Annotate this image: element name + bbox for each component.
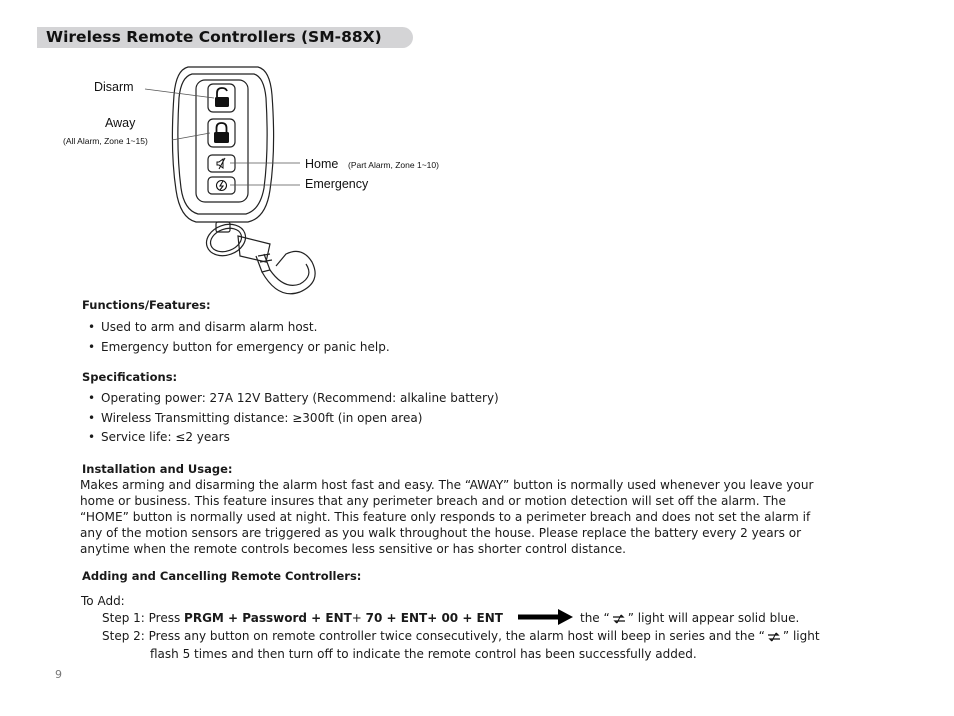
- step-1-keys-a: PRGM + Password + ENT: [184, 611, 352, 625]
- home-label: Home: [305, 157, 339, 171]
- step-1-keys-b: 70 + ENT+ 00 + ENT: [365, 611, 503, 625]
- keyring-icon: [202, 219, 250, 261]
- step-2: [102, 627, 820, 645]
- disarm-label: Disarm: [94, 80, 134, 94]
- list-item: • Service life: ≤2 years: [88, 428, 499, 448]
- installation-heading: Installation and Usage:: [82, 462, 233, 476]
- step-1-prefix: Step 1: Press: [102, 611, 185, 625]
- step-1-result-pre: the “: [580, 611, 610, 625]
- emergency-label: Emergency: [305, 177, 369, 191]
- specifications-heading: Specifications:: [82, 370, 178, 384]
- lightning-icon: [217, 181, 227, 191]
- away-label: Away: [105, 116, 136, 130]
- adding-heading: Adding and Cancelling Remote Controllers:: [82, 569, 362, 583]
- to-add-label: To Add:: [81, 594, 125, 608]
- step-2-prefix: Step 2:: [102, 629, 145, 643]
- list-item: • Emergency button for emergency or panic help.: [88, 338, 390, 358]
- paragraph-line: home or business. This feature insures that any perimeter breach and or motion detection will set off the alarm. The: [80, 494, 786, 509]
- lock-icon: [214, 123, 229, 143]
- paragraph-line: any of the motion sensors are triggered as you walk throughout the house. Please replace the battery every 2 years or: [80, 526, 802, 541]
- specifications-list: [88, 389, 499, 448]
- signal-light-icon: [767, 632, 781, 642]
- list-item: • Operating power: 27A 12V Battery (Recommend: alkaline battery): [88, 389, 499, 409]
- away-note: (All Alarm, Zone 1~15): [63, 136, 148, 146]
- step-1: [102, 609, 503, 627]
- list-item: • Wireless Transmitting distance: ≥300ft (in open area): [88, 409, 499, 429]
- remote-body: [172, 67, 273, 222]
- step-1-plus: +: [351, 611, 366, 625]
- step-2-text-pre: Press any button on remote controller twice consecutively, the alarm host will beep in series and the “: [144, 629, 765, 643]
- step-2-line-2: flash 5 times and then turn off to indicate the remote control has been successfully added.: [150, 647, 697, 661]
- functions-list: [88, 318, 390, 357]
- home-mute-icon: [217, 158, 225, 169]
- remote-controller-illustration: [0, 0, 954, 300]
- list-item: • Used to arm and disarm alarm host.: [88, 318, 390, 338]
- page-number: 9: [55, 668, 62, 681]
- functions-heading: Functions/Features:: [82, 298, 211, 312]
- paragraph-line: “HOME” button is normally used at night. This feature only responds to a perimeter breach and does not set the alarm if: [80, 510, 811, 525]
- step-2-text-post: ” light: [782, 629, 820, 643]
- paragraph-line: Makes arming and disarming the alarm host fast and easy. The “AWAY” button is normally used whenever you leave your: [80, 478, 814, 492]
- unlock-icon: [215, 88, 229, 107]
- installation-paragraph: [80, 477, 910, 557]
- home-note: (Part Alarm, Zone 1~10): [348, 160, 439, 170]
- arrow-right-icon: [518, 607, 574, 627]
- signal-light-icon: [612, 614, 626, 624]
- page-title: Wireless Remote Controllers (SM-88X): [46, 28, 382, 46]
- paragraph-line: anytime when the remote controls becomes less sensitive or has shorter control distance.: [80, 542, 627, 557]
- step-1-result-post: ” light will appear solid blue.: [627, 611, 800, 625]
- step-1-result: [580, 609, 799, 627]
